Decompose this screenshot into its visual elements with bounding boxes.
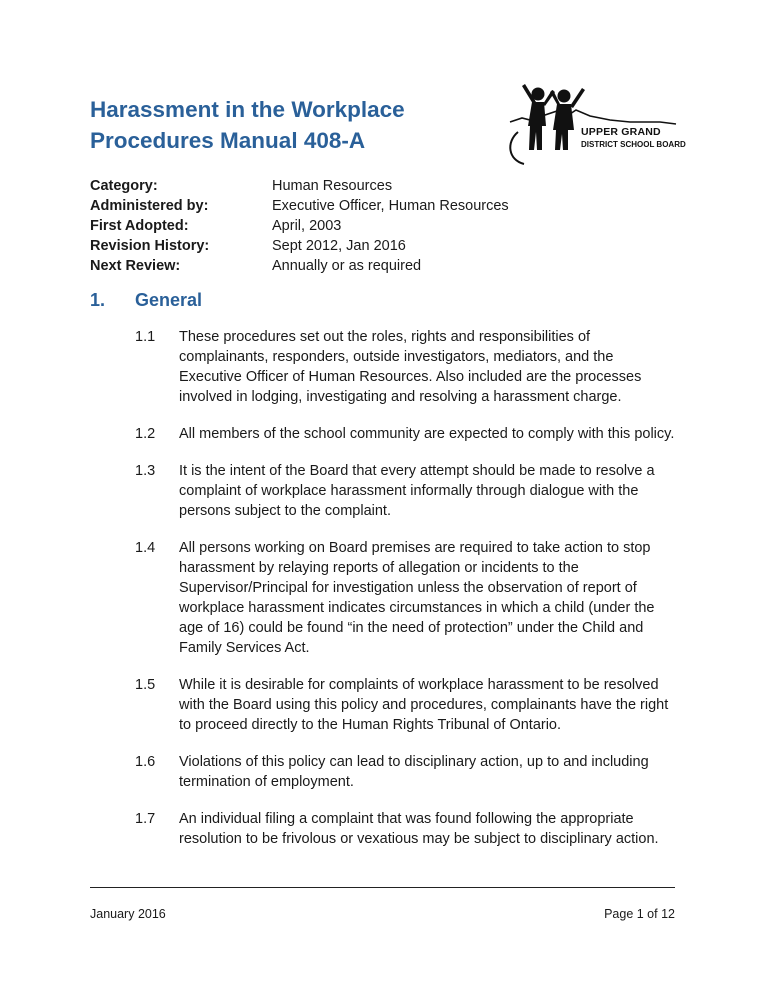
- list-item: [135, 752, 680, 792]
- meta-label: Category:: [90, 178, 158, 194]
- list-item: [135, 327, 680, 407]
- item-number: 1.3: [135, 463, 156, 479]
- meta-label: Next Review:: [90, 258, 181, 274]
- list-item: [135, 809, 680, 849]
- meta-value: April, 2003: [272, 218, 342, 234]
- list-item: [135, 538, 680, 658]
- meta-row: [90, 176, 509, 196]
- meta-label: Revision History:: [90, 238, 210, 254]
- item-number: 1.1: [135, 329, 156, 345]
- logo-text-line-2: DISTRICT SCHOOL BOARD: [581, 140, 686, 149]
- meta-label: First Adopted:: [90, 218, 189, 234]
- item-number: 1.7: [135, 811, 156, 827]
- footer-page-number: Page 1 of 12: [604, 907, 675, 921]
- section-number: 1.: [90, 290, 106, 310]
- item-number: 1.2: [135, 426, 156, 442]
- title-line-2: Procedures Manual 408-A: [90, 128, 366, 153]
- meta-label: Administered by:: [90, 198, 209, 214]
- page-title: [90, 94, 490, 156]
- meta-value: Executive Officer, Human Resources: [272, 198, 509, 214]
- section-items: [135, 327, 680, 866]
- meta-row: [90, 236, 509, 256]
- title-line-1: Harassment in the Workplace: [90, 97, 405, 122]
- meta-value: Human Resources: [272, 178, 393, 194]
- meta-row: [90, 256, 509, 276]
- item-number: 1.5: [135, 677, 156, 693]
- meta-value: Sept 2012, Jan 2016: [272, 238, 406, 254]
- section-title: General: [135, 290, 203, 310]
- list-item: [135, 675, 680, 735]
- item-number: 1.6: [135, 754, 156, 770]
- meta-row: [90, 196, 509, 216]
- item-text: An individual filing a complaint that was found following the appropriate resolution to be frivolous or vexatious may be subject to disciplinary action.: [179, 811, 659, 847]
- item-text: All persons working on Board premises are required to take action to stop harassment by relaying reports of allegation or incidents to the Supervisor/Principal for investigation unless the observation of report of workplace harassment indicates circumstances in which a child (under the age of 16) could be found “in the need of protection” under the Child and Family Services Act.: [179, 540, 655, 656]
- footer-date: January 2016: [90, 907, 166, 921]
- item-number: 1.4: [135, 540, 156, 556]
- list-item: [135, 461, 680, 521]
- logo-text-line-1: UPPER GRAND: [581, 126, 661, 138]
- item-text: These procedures set out the roles, rights and responsibilities of complainants, responders, outside investigators, mediators, and the Executive Officer of Human Resources. Also included are the processes involved in lodging, investigating and resolving a harassment charge.: [179, 329, 642, 405]
- meta-row: [90, 216, 509, 236]
- item-text: All members of the school community are expected to comply with this policy.: [179, 426, 675, 442]
- policy-metadata: [90, 176, 509, 276]
- footer-divider: [90, 887, 675, 888]
- item-text: It is the intent of the Board that every attempt should be made to resolve a complaint of workplace harassment informally through dialogue with the persons subject to the complaint.: [179, 463, 655, 519]
- item-text: Violations of this policy can lead to disciplinary action, up to and including termination of employment.: [179, 754, 649, 790]
- item-text: While it is desirable for complaints of workplace harassment to be resolved with the Board using this policy and procedures, complainants have the right to proceed directly to the Human Rights Tribunal of Ontario.: [179, 677, 669, 733]
- section-heading: [90, 290, 202, 311]
- list-item: [135, 424, 680, 444]
- meta-value: Annually or as required: [272, 258, 422, 274]
